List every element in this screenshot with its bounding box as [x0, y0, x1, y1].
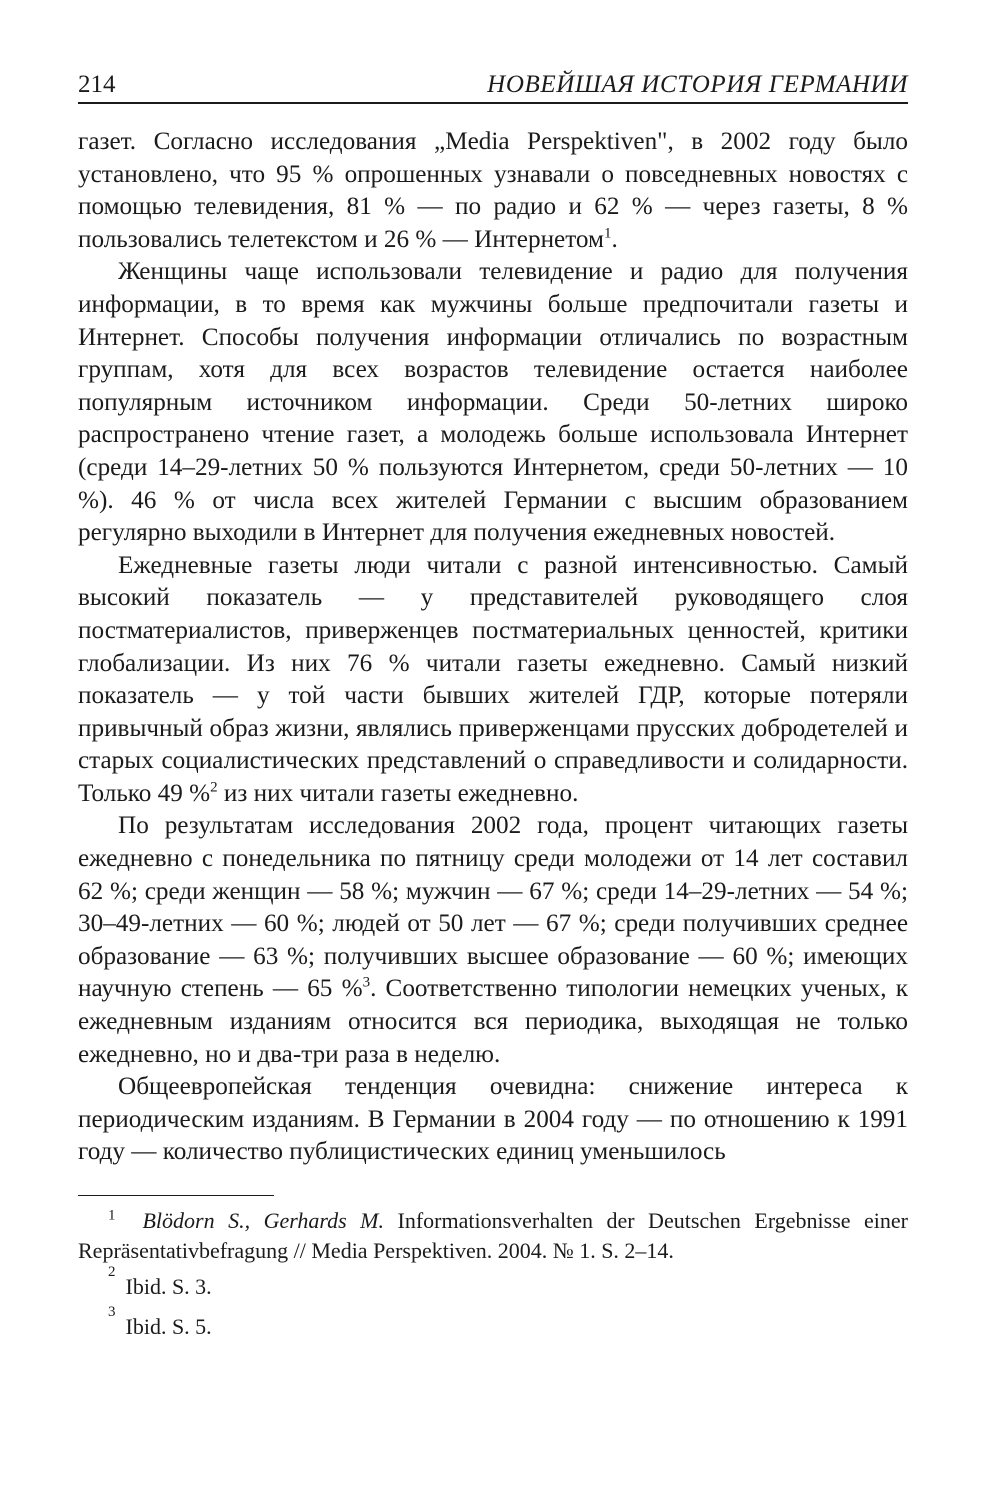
footnote-ref: 1 [603, 225, 612, 242]
book-page [78, 62, 908, 1342]
paragraph: газет. Согласно исследования „Media Perspektiven", в 2002 году было установлено, что 95 % опрошенных узнавали о повседневных новостях с помощью телевидения, 81 % — по радио и 62 % — через газеты, 8 % пользовались телетекстом и 26 % — Интернетом$^1$. [78, 128, 908, 253]
footnote-text: Ibid. S. 5. [125, 1314, 212, 1339]
running-header [78, 62, 908, 104]
running-title: НОВЕЙШАЯ ИСТОРИЯ ГЕРМАНИИ [487, 71, 908, 98]
footnote-number: 3 [108, 1304, 116, 1320]
footnotes [78, 1206, 908, 1342]
footnote-text: Ibid. S. 3. [125, 1274, 212, 1299]
footnote [78, 1206, 908, 1266]
footnote-ref: 3 [362, 975, 371, 992]
footnote-divider [78, 1195, 274, 1196]
footnote [78, 1304, 908, 1342]
paragraph: Общеевропейская тенденция очевидна: снижение интереса к периодическим изданиям. В Германии в 2004 году — по отношению к 1991 году — количество публицистических единиц уменьшилось [78, 1073, 908, 1166]
footnote-authors: Blödorn S., Gerhards M. [142, 1208, 385, 1233]
footnote [78, 1264, 908, 1302]
footnote-text: Informationsverhalten der Deutschen Ergebnisse einer Repräsentativbefragung // Media Perspektiven. 2004. № 1. S. 2–14. [78, 1208, 908, 1263]
paragraph: Женщины чаще использовали телевидение и радио для получения информации, в то время как мужчины больше предпочитали газеты и Интернет. Способы получения информации отличались по возрастным группам, хотя для всех возрастов телевидение остается наиболее популярным источником информации. Среди 50-летних широко распространено чтение газет, а молодежь больше использовала Интернет (среди 14–29-летних 50 % пользуются Интернетом, среди 50-летних — 10 %). 46 % от числа всех жителей Германии с высшим образованием регулярно выходили в Интернет для получения ежедневных новостей. [78, 258, 908, 547]
footnote-ref: 2 [210, 779, 218, 796]
body-text [78, 126, 908, 1169]
footnote-number: 2 [108, 1264, 116, 1280]
page-number: 214 [78, 71, 116, 98]
footnote-number: 1 [108, 1207, 116, 1224]
paragraph: Ежедневные газеты люди читали с разной интенсивностью. Самый высокий показатель — у представителей руководящего слоя постматериалистов, приверженцев постматериальных ценностей, критики глобализации. Из них 76 % читали газеты ежедневно. Самый низкий показатель — у той части бывших жителей ГДР, которые потеряли привычный образ жизни, являлись приверженцами прусских добродетелей и старых социалистических представлений о справедливости и солидарности. Только 49 %$^2$ из них читали газеты ежедневно. [78, 551, 908, 807]
paragraph: По результатам исследования 2002 года, процент читающих газеты ежедневно с понедельника по пятницу среди молодежи от 14 лет составил 62 %; среди женщин — 58 %; мужчин — 67 %; среди 14–29-летних — 54 %; 30–49-летних — 60 %; людей от 50 лет — 67 %; среди получивших среднее образование — 63 %; получивших высшее образование — 60 %; имеющих научную степень — 65 %$^3$. Соответственно типологии немецких ученых, к ежедневным изданиям относится вся периодика, выходящая не только ежедневно, но и два-три раза в неделю. [78, 812, 908, 1068]
